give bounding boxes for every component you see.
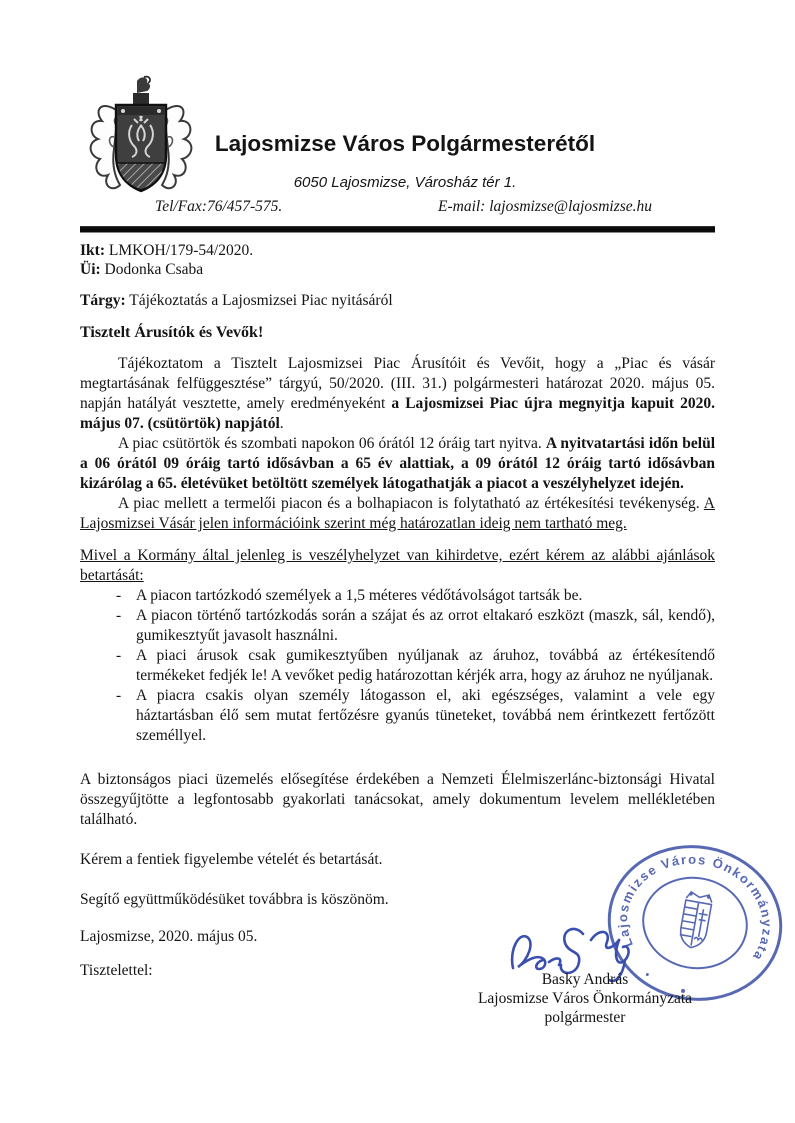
letterhead-email: E-mail: lajosmizse@lajosmizse.hu bbox=[438, 198, 653, 215]
subject-value: Tájékoztatás a Lajosmizsei Piac nyitásáról bbox=[125, 292, 393, 309]
clerk-line bbox=[80, 260, 715, 279]
recommendation-list bbox=[80, 586, 715, 746]
signature-block bbox=[430, 970, 740, 1027]
letterhead-title: Lajosmizse Város Polgármesterétől bbox=[214, 131, 596, 156]
subject-label: Tárgy: bbox=[80, 292, 126, 309]
paragraph-text: A piac mellett a termelői piacon és a bolhapiacon is folytatható az értékesítési tevékenység. bbox=[118, 495, 704, 512]
paragraph-text: . bbox=[279, 415, 284, 432]
paragraph-bold-text: a Lajosmizsei Piac újra megnyitja kapuit 2020. május 07. (csütörtök) napjától bbox=[80, 395, 715, 432]
list-item-text: A piacon történő tartózkodás során a szájat és az orrot eltakaró eszközt (maszk, sál, kendő), gumikesztyűt javasolt használni. bbox=[136, 607, 715, 644]
paragraph-opening-hours bbox=[80, 434, 715, 494]
header-divider bbox=[80, 226, 715, 233]
paragraph-thanks: Segítő együttműködésüket továbbra is köszönöm. bbox=[80, 891, 389, 908]
list-item bbox=[80, 586, 715, 606]
paragraph-market-reopening bbox=[80, 354, 715, 434]
letterhead-address: 6050 Lajosmizse, Városház tér 1. bbox=[293, 174, 517, 191]
reference-number-label: Ikt: bbox=[80, 242, 105, 259]
dash-marker: - bbox=[116, 587, 122, 604]
paragraph-text: A piac csütörtök és szombati napokon 06 órától 12 óráig tart nyitva. bbox=[118, 435, 546, 452]
reference-number-line bbox=[80, 241, 715, 260]
salutation: Tisztelt Árusítók és Vevők! bbox=[80, 324, 264, 341]
paragraph-text: Tájékoztatom a Tisztelt Lajosmizsei Piac Árusítóit és Vevőit, hogy a „Piac és vásár megtartásának felfüggesztése” tárgyú, 50/2020. (III. 31.) polgármesteri határozat 2020. május 05. napján hatályát vesztette, amely eredményeként bbox=[80, 355, 715, 412]
dash-marker: - bbox=[116, 647, 122, 664]
closing-salutation: Tisztelettel: bbox=[80, 962, 153, 979]
paragraph-bold-text: A nyitvatartási időn belül a 06 órától 09 óráig tartó idősávban a 65 év alattiak, a 09 órától 12 óráig tartó idősávban kizárólag a 65. életévüket betöltött személyek látogathatják a piacot a veszélyhelyzet idején. bbox=[80, 435, 715, 492]
list-item-text: A piacra csakis olyan személy látogasson el, aki egészséges, valamint a vele egy háztartásban élő sem mutat fertőzésre gyanús tüneteket, továbbá nem érintkezett fertőzött személlyel. bbox=[136, 687, 715, 744]
paragraph-nebih: A biztonságos piaci üzemelés elősegítése érdekében a Nemzeti Élelmiszerlánc-biztonsági Hivatal összegyűjtötte a legfontosabb gyakorlati tanácsokat, amely dokumentum levelem mellékletében található. bbox=[80, 771, 715, 828]
paragraph-request: Kérem a fentiek figyelembe vételét és betartását. bbox=[80, 851, 383, 868]
clerk-value: Dodonka Csaba bbox=[100, 261, 204, 278]
stamp-ring-text: Lajosmizse Város Önkormányzata bbox=[615, 851, 775, 965]
subject-line bbox=[80, 292, 715, 310]
dash-marker: - bbox=[116, 687, 122, 704]
signer-title: polgármester bbox=[544, 1009, 626, 1026]
paragraph-recommendations-intro: Mivel a Kormány által jelenleg is veszélyhelyzet van kihirdetve, ezért kérem az alábbi ajánlások betartását: bbox=[80, 547, 715, 584]
paragraph-underlined-text: A Lajosmizsei Vásár jelen információink szerint még határozatlan ideig nem tartható meg. bbox=[80, 495, 715, 532]
dash-marker: - bbox=[116, 607, 122, 624]
reference-number-value: LMKOH/179-54/2020. bbox=[104, 242, 254, 259]
list-item bbox=[80, 606, 715, 646]
signer-name: Basky András bbox=[541, 971, 629, 988]
letterhead bbox=[80, 75, 715, 226]
list-item-text: A piaci árusok csak gumikesztyűben nyúljanak az áruhoz, továbbá az értékesítendő termékeket fedjék le! A vevőket pedig határozottan kérjék arra, hogy az áruhoz ne nyúljanak. bbox=[136, 647, 715, 684]
list-item bbox=[80, 686, 715, 746]
signer-organization: Lajosmizse Város Önkormányzata bbox=[477, 990, 693, 1007]
list-item-text: A piacon tartózkodó személyek a 1,5 méteres védőtávolságot tartsák be. bbox=[136, 587, 583, 604]
paragraph-flea-market bbox=[80, 494, 715, 534]
dateline: Lajosmizse, 2020. május 05. bbox=[80, 928, 258, 945]
letterhead-telfax: Tel/Fax:76/457-575. bbox=[155, 198, 283, 215]
list-item bbox=[80, 646, 715, 686]
clerk-label: Üi: bbox=[80, 261, 101, 278]
reference-block bbox=[80, 241, 715, 279]
